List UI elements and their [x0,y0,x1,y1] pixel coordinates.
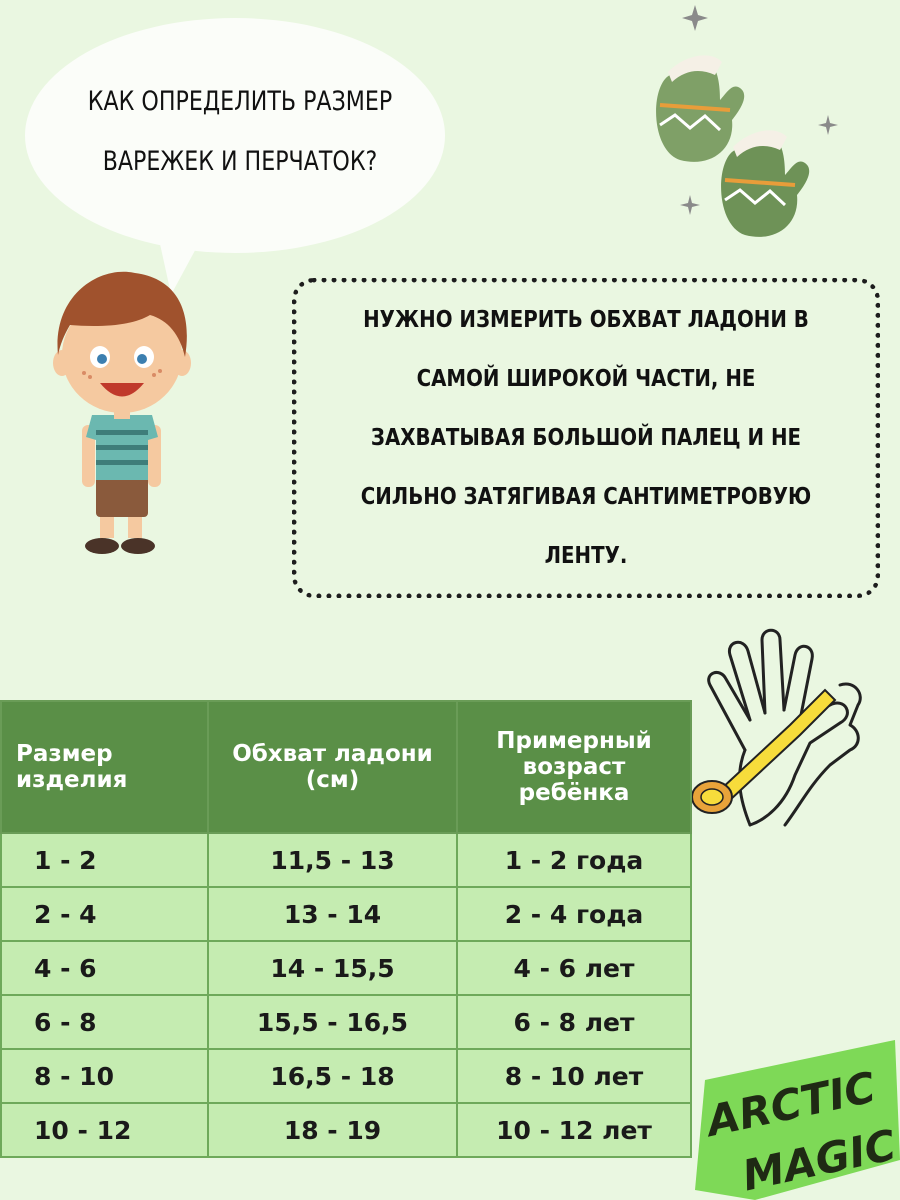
mittens-illustration [640,0,865,240]
cell-size: 2 - 4 [1,887,208,941]
cell-girth: 16,5 - 18 [208,1049,457,1103]
instruction-line-2: САМОЙ ШИРОКОЙ ЧАСТИ, НЕ [416,365,756,392]
cell-age: 4 - 6 лет [457,941,691,995]
bubble-question [76,72,404,192]
header-size: Размер изделия [1,701,208,833]
table-row [1,941,691,995]
table-row [1,833,691,887]
brand-logo [695,1040,900,1200]
header-age: Примерный возраст ребёнка [457,701,691,833]
instruction-line-4: СИЛЬНО ЗАТЯГИВАЯ САНТИМЕТРОВУЮ [360,483,812,510]
cell-age: 1 - 2 года [457,833,691,887]
cell-girth: 13 - 14 [208,887,457,941]
cell-girth: 11,5 - 13 [208,833,457,887]
instruction-line-3: ЗАХВАТЫВАЯ БОЛЬШОЙ ПАЛЕЦ И НЕ [370,424,802,451]
size-table [0,700,692,1158]
cell-size: 4 - 6 [1,941,208,995]
cell-girth: 15,5 - 16,5 [208,995,457,1049]
cell-girth: 14 - 15,5 [208,941,457,995]
table-row [1,1049,691,1103]
hand-measuring-tape-illustration [690,625,885,840]
cell-age: 10 - 12 лет [457,1103,691,1157]
instruction-line-5: ЛЕНТУ. [544,542,628,569]
bubble-line-2: ВАРЕЖЕК И ПЕРЧАТОК? [102,146,378,177]
sparkle-icon [818,115,838,135]
table-header-row [1,701,691,833]
cell-girth: 18 - 19 [208,1103,457,1157]
header-palm-girth: Обхват ладони (см) [208,701,457,833]
instruction-line-1: НУЖНО ИЗМЕРИТЬ ОБХВАТ ЛАДОНИ В [363,306,809,333]
boy-illustration [40,265,210,560]
cell-age: 6 - 8 лет [457,995,691,1049]
table-row [1,887,691,941]
cell-age: 2 - 4 года [457,887,691,941]
sparkle-icon [680,195,700,215]
table-row [1,995,691,1049]
brand-line-1: ARCTIC [702,1062,880,1146]
cell-age: 8 - 10 лет [457,1049,691,1103]
cell-size: 6 - 8 [1,995,208,1049]
cell-size: 1 - 2 [1,833,208,887]
brand-line-2: MAGIC [738,1120,900,1200]
instruction-box [292,278,880,598]
sparkle-icon [682,5,708,31]
cell-size: 10 - 12 [1,1103,208,1157]
instruction-text [345,291,827,586]
bubble-line-1: КАК ОПРЕДЕЛИТЬ РАЗМЕР [87,86,393,117]
cell-size: 8 - 10 [1,1049,208,1103]
table-row [1,1103,691,1157]
